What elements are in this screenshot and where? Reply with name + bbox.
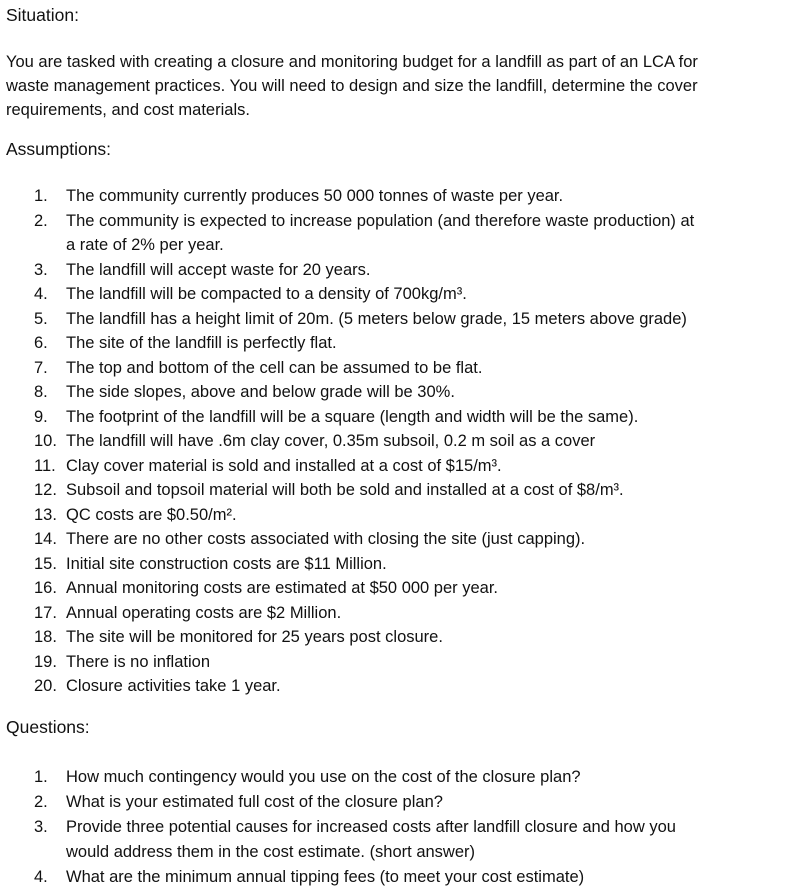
question-item xyxy=(0,790,793,815)
assumption-item-text: Annual monitoring costs are estimated at $50 000 per year. xyxy=(66,579,499,597)
assumption-item-text-continuation: a rate of 2% per year. xyxy=(66,236,224,254)
assumption-item xyxy=(0,429,793,454)
assumption-item-number: 18. xyxy=(34,628,57,646)
assumption-item-text: Subsoil and topsoil material will both be sold and installed at a cost of $8/m³. xyxy=(66,481,624,499)
assumption-item-text: Annual operating costs are $2 Million. xyxy=(66,603,342,622)
assumption-item-text: Initial site construction costs are $11 Million. xyxy=(66,554,387,573)
assumption-item xyxy=(0,209,793,258)
assumption-item-text: The community is expected to increase population (and therefore waste production) at xyxy=(66,211,695,230)
assumption-item-number: 4. xyxy=(34,285,48,303)
assumption-item-text: The landfill will accept waste for 20 years. xyxy=(66,260,371,279)
assumption-item-text: The site will be monitored for 25 years post closure. xyxy=(66,628,443,646)
assumption-item-text: The site of the landfill is perfectly flat. xyxy=(66,334,337,352)
question-item-text: Provide three potential causes for increased costs after landfill closure and how you xyxy=(66,818,676,836)
assumption-item-number: 16. xyxy=(34,579,57,597)
assumption-item-number: 17. xyxy=(34,603,57,622)
assumption-item-number: 3. xyxy=(34,260,48,279)
assumption-item-number: 12. xyxy=(34,481,57,499)
intro-line: requirements, and cost materials. xyxy=(6,101,250,119)
question-item-text: What are the minimum annual tipping fees (to meet your cost estimate) xyxy=(66,868,585,886)
intro-line: You are tasked with creating a closure and monitoring budget for a landfill as part of an LCA for xyxy=(6,53,698,71)
assumption-item xyxy=(0,356,793,381)
assumption-item-text: QC costs are $0.50/m². xyxy=(66,505,237,524)
assumption-item xyxy=(0,674,793,699)
assumption-item-text: The community currently produces 50 000 tonnes of waste per year. xyxy=(66,187,564,205)
assumption-item-number: 13. xyxy=(34,505,57,524)
assumption-item-number: 10. xyxy=(34,432,57,450)
assumption-item-number: 19. xyxy=(34,652,57,671)
questions-list xyxy=(0,765,793,890)
assumption-item-number: 5. xyxy=(34,309,48,328)
assumption-item xyxy=(0,601,793,626)
assumption-item-number: 9. xyxy=(34,407,48,426)
question-item-text-continuation: would address them in the cost estimate. (short answer) xyxy=(66,843,476,861)
assumption-item xyxy=(0,380,793,405)
assumption-item xyxy=(0,552,793,577)
assumption-item xyxy=(0,454,793,479)
situation-heading: Situation: xyxy=(6,5,79,25)
assumption-item-text: The footprint of the landfill will be a square (length and width will be the same). xyxy=(66,407,639,426)
intro-paragraph xyxy=(6,50,791,122)
assumption-item xyxy=(0,282,793,307)
questions-heading: Questions: xyxy=(6,717,90,737)
assumptions-heading: Assumptions: xyxy=(6,139,112,159)
assumption-item xyxy=(0,503,793,528)
question-item-text: What is your estimated full cost of the closure plan? xyxy=(66,793,443,811)
question-item-number: 1. xyxy=(34,768,48,786)
assumption-item xyxy=(0,625,793,650)
assumption-item-text: Closure activities take 1 year. xyxy=(66,677,281,695)
assumptions-list xyxy=(0,184,793,699)
assumption-item-number: 20. xyxy=(34,677,57,695)
assumption-item-text: The side slopes, above and below grade will be 30%. xyxy=(66,383,455,401)
assumption-item-text: The landfill will be compacted to a density of 700kg/m³. xyxy=(66,285,467,303)
assumption-item-number: 8. xyxy=(34,383,48,401)
assumption-item-number: 11. xyxy=(34,456,56,475)
assumption-item-number: 2. xyxy=(34,211,48,230)
assumption-item-text: The top and bottom of the cell can be assumed to be flat. xyxy=(66,358,483,377)
assumption-item xyxy=(0,331,793,356)
question-item-number: 2. xyxy=(34,793,48,811)
assumption-item-text: Clay cover material is sold and installed at a cost of $15/m³. xyxy=(66,456,502,475)
question-item-number: 3. xyxy=(34,818,48,836)
question-item-text: How much contingency would you use on the cost of the closure plan? xyxy=(66,768,581,786)
assumption-item xyxy=(0,650,793,675)
assumption-item-number: 6. xyxy=(34,334,48,352)
assumption-item xyxy=(0,307,793,332)
question-item-number: 4. xyxy=(34,868,48,886)
assumption-item-number: 15. xyxy=(34,554,57,573)
assumption-item xyxy=(0,258,793,283)
assumption-item-number: 7. xyxy=(34,358,48,377)
assumption-item xyxy=(0,576,793,601)
assumption-item xyxy=(0,405,793,430)
assumption-item-text: The landfill will have .6m clay cover, 0.35m subsoil, 0.2 m soil as a cover xyxy=(66,432,596,450)
assumption-item-number: 1. xyxy=(34,187,48,205)
assumption-item-text: There are no other costs associated with closing the site (just capping). xyxy=(66,530,586,548)
question-item xyxy=(0,765,793,790)
intro-line: waste management practices. You will need to design and size the landfill, determine the cover xyxy=(6,77,698,95)
question-item xyxy=(0,815,793,865)
assumption-item xyxy=(0,184,793,209)
assumption-item-text: The landfill has a height limit of 20m. (5 meters below grade, 15 meters above grade) xyxy=(66,309,687,328)
assumption-item-number: 14. xyxy=(34,530,57,548)
assumption-item xyxy=(0,478,793,503)
assumption-item xyxy=(0,527,793,552)
assumption-item-text: There is no inflation xyxy=(66,652,210,671)
question-item xyxy=(0,865,793,890)
